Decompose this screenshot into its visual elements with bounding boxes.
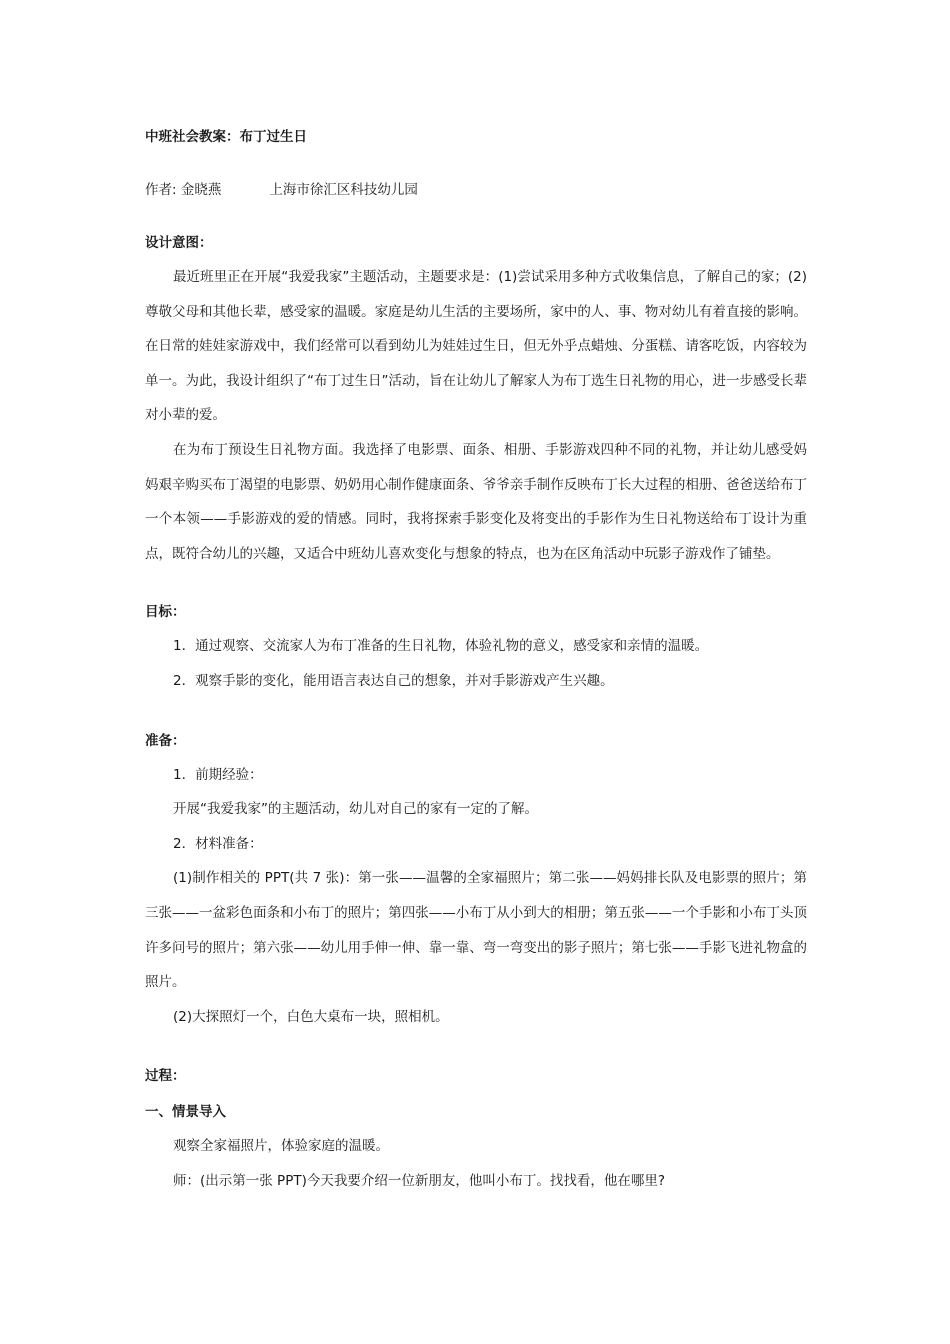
author-line xyxy=(145,179,807,201)
author-school: 上海市徐汇区科技幼儿园 xyxy=(269,182,418,198)
document-title: 中班社会教案：布丁过生日 xyxy=(145,129,307,145)
paragraph: (1)制作相关的 PPT(共 7 张)：第一张——温馨的全家福照片；第二张——妈妈排长队及电影票的照片；第三张——一盆彩色面条和小布丁的照片；第四张——小布丁从小到大的相册；第五张——一个手影和小布丁头顶许多问号的照片；第六张——幼儿用手伸一伸、靠一靠、弯一弯变出的影子照片；第七张——手影飞进礼物盒的照片。 xyxy=(145,870,807,991)
author-name: 作者: 金晓燕 xyxy=(145,182,222,198)
list-item: 2．观察手影的变化，能用语言表达自己的想象，并对手影游戏产生兴趣。 xyxy=(173,672,614,689)
section-heading-prep: 准备： xyxy=(145,732,186,749)
section-heading-design: 设计意图： xyxy=(145,235,213,251)
paragraph: 观察全家福照片，体验家庭的温暖。 xyxy=(173,1138,389,1155)
section-heading-goals: 目标： xyxy=(145,604,186,621)
document-body xyxy=(145,126,807,1198)
prep-section xyxy=(145,730,807,1035)
paragraph: 最近班里正在开展“我爱我家”主题活动，主题要求是：(1)尝试采用多种方式收集信息，了解自己的家；(2)尊敬父母和其他长辈，感受家的温暖。家庭是幼儿生活的主要场所，家中的人、事、物对幼儿有着直接的影响。在日常的娃娃家游戏中，我们经常可以看到幼儿为娃娃过生日，但无外乎点蜡烛、分蛋糕、请客吃饭，内容较为单一。为此，我设计组织了“布丁过生日”活动，旨在让幼儿了解家人为布丁选生日礼物的用心，进一步感受长辈对小辈的爱。 xyxy=(145,269,807,424)
design-section xyxy=(145,232,807,571)
list-item: 1．通过观察、交流家人为布丁准备的生日礼物，体验礼物的意义，感受家和亲情的温暖。 xyxy=(173,638,709,655)
process-section xyxy=(145,1065,807,1198)
paragraph: (2)大探照灯一个，白色大桌布一块，照相机。 xyxy=(173,1008,449,1025)
subsection-heading: 一、情景导入 xyxy=(145,1104,226,1121)
goals-section xyxy=(145,601,807,698)
paragraph: 开展“我爱我家”的主题活动，幼儿对自己的家有一定的了解。 xyxy=(173,801,538,818)
list-item: 1．前期经验： xyxy=(173,766,263,783)
paragraph: 师：(出示第一张 PPT)今天我要介绍一位新朋友，他叫小布丁。找找看，他在哪里? xyxy=(173,1172,666,1189)
paragraph: 在为布丁预设生日礼物方面。我选择了电影票、面条、相册、手影游戏四种不同的礼物，并让幼儿感受妈妈艰辛购买布丁渴望的电影票、奶奶用心制作健康面条、爷爷亲手制作反映布丁长大过程的相册、爸爸送给布丁一个本领——手影游戏的爱的情感。同时，我将探索手影变化及将变出的手影作为生日礼物送给布丁设计为重点，既符合幼儿的兴趣，又适合中班幼儿喜欢变化与想象的特点，也为在区角活动中玩影子游戏作了铺垫。 xyxy=(145,441,807,562)
section-heading-process: 过程： xyxy=(145,1068,186,1085)
list-item: 2．材料准备： xyxy=(173,835,263,852)
